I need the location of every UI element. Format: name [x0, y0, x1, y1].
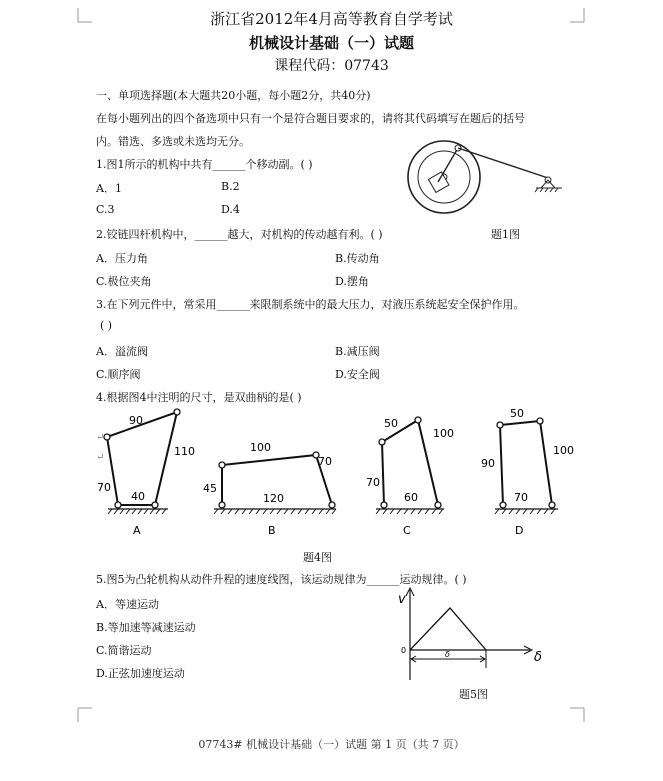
q4-stem: 4.根据图4中注明的尺寸，是双曲柄的是( ) — [96, 391, 302, 404]
q3-option-a: A．溢流阀 — [96, 345, 148, 358]
q5-option-b: B.等加速等减速运动 — [96, 621, 196, 634]
q5-option-c: C.简谐运动 — [96, 644, 152, 657]
linkage-d-dim-1: 50 — [510, 407, 524, 420]
linkage-a-dim-2: 110 — [174, 445, 195, 458]
q2-stem: 2.铰链四杆机构中，______越大，对机构的传动越有利。( ) — [96, 228, 383, 241]
q5-stem: 5.图5为凸轮机构从动件升程的速度线图，该运动规律为______运动规律。( ) — [96, 573, 467, 586]
q3-stem-line-2: ( ) — [100, 319, 113, 332]
q3-option-b: B.减压阀 — [335, 345, 380, 358]
paragraph-mark: ↵ — [96, 432, 105, 443]
subject-title: 机械设计基础（一）试题 — [248, 34, 414, 52]
q1-option-d: D.4 — [221, 203, 240, 216]
q5-option-d: D.正弦加速度运动 — [96, 667, 185, 680]
q1-stem: 1.图1所示的机构中共有______个移动副。( ) — [96, 158, 313, 171]
q3-stem-line-1: 3.在下列元件中，常采用______来限制系统中的最大压力，对液压系统起安全保护作用。 — [96, 298, 525, 311]
linkage-a-label: A — [133, 524, 141, 537]
q2-option-a: A．压力角 — [96, 252, 148, 265]
delta-span-label: δ — [445, 650, 450, 659]
linkage-d-label: D — [515, 524, 524, 537]
linkage-d-dim-4: 70 — [514, 491, 528, 504]
linkage-a-dim-4: 40 — [131, 490, 145, 503]
axis-v-label: v — [398, 592, 406, 607]
figure-5-caption: 题5图 — [459, 688, 488, 701]
linkage-c-dim-2: 100 — [433, 427, 454, 440]
linkage-b-dim-2: 70 — [318, 455, 332, 468]
q5-option-a: A．等速运动 — [96, 598, 159, 611]
linkage-d-dim-3: 90 — [481, 457, 495, 470]
figure-4-caption: 题4图 — [303, 551, 332, 564]
q1-option-a: A．1 — [96, 182, 122, 195]
origin-label: 0 — [401, 646, 407, 655]
axis-delta-label: δ — [534, 650, 542, 665]
q2-option-c: C.极位夹角 — [96, 275, 152, 288]
linkage-a-dim-3: 70 — [97, 481, 111, 494]
linkage-c-dim-4: 60 — [404, 491, 418, 504]
page-footer: 07743# 机械设计基础（一）试题 第 1 页（共 7 页） — [198, 738, 465, 751]
q3-option-c: C.顺序阀 — [96, 368, 141, 381]
linkage-c-label: C — [403, 524, 411, 537]
linkage-a-dim-1: 90 — [129, 414, 143, 427]
instruction-line-2: 内。错选、多选或未选均无分。 — [96, 135, 250, 148]
linkage-d-dim-2: 100 — [553, 444, 574, 457]
course-code: 课程代码：07743 — [274, 58, 389, 74]
q2-option-d: D.摆角 — [335, 275, 369, 288]
linkage-b-dim-3: 45 — [203, 482, 217, 495]
section-heading: 一、单项选择题(本大题共20小题，每小题2分，共40分) — [96, 89, 371, 102]
linkage-c-dim-3: 70 — [366, 476, 380, 489]
linkage-b-dim-1: 100 — [250, 441, 271, 454]
exam-title: 浙江省2012年4月高等教育自学考试 — [210, 10, 453, 28]
q2-option-b: B.传动角 — [335, 252, 380, 265]
figure-1-caption: 题1图 — [491, 228, 520, 241]
q3-option-d: D.安全阀 — [335, 368, 380, 381]
paragraph-mark: ↵ — [96, 452, 105, 463]
q1-option-c: C.3 — [96, 203, 115, 216]
q1-option-b: B.2 — [221, 180, 240, 193]
linkage-b-label: B — [268, 524, 276, 537]
linkage-b-dim-4: 120 — [263, 492, 284, 505]
linkage-c-dim-1: 50 — [384, 417, 398, 430]
instruction-line-1: 在每小题列出的四个备选项中只有一个是符合题目要求的，请将其代码填写在题后的括号 — [96, 112, 525, 125]
